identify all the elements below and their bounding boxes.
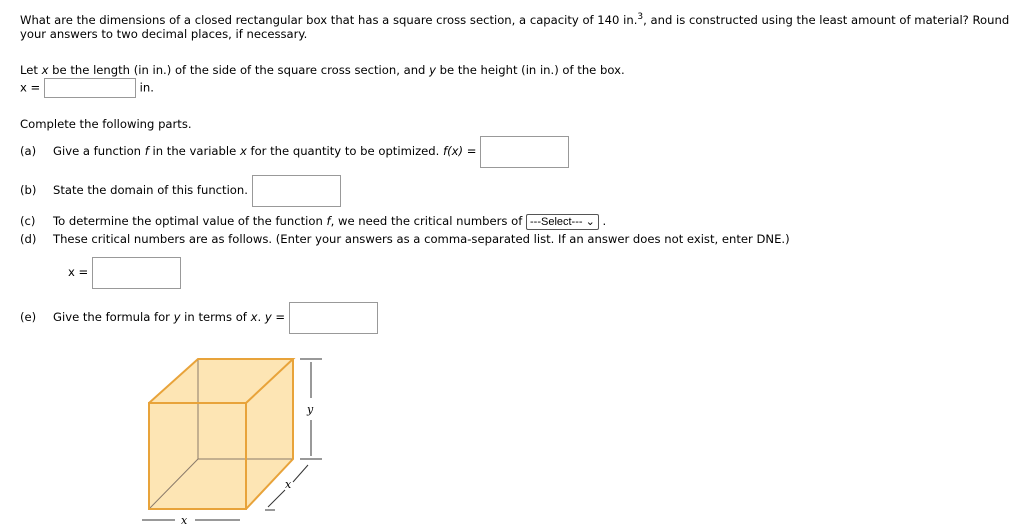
part-a: (a) Give a function f in the variable x for the quantity to be optimized. f(x) =: [20, 135, 569, 168]
label-y: y: [307, 403, 314, 416]
variable-definition: Let x be the length (in in.) of the side of the square cross section, and y be the height (in in.) of the box.: [20, 63, 625, 77]
complete-heading: Complete the following parts.: [20, 117, 192, 131]
critical-select[interactable]: ---Select--- ⌄: [526, 214, 599, 230]
part-b: (b) State the domain of this function.: [20, 174, 341, 207]
question-text-2: your answers to two decimal places, if necessary.: [20, 27, 308, 41]
chevron-down-icon: ⌄: [585, 215, 595, 228]
part-e: (e) Give the formula for y in terms of x. y =: [20, 301, 378, 334]
label-x-side: x: [285, 478, 292, 491]
label-x-front: x: [181, 514, 188, 524]
part-c: (c) To determine the optimal value of the function f, we need the critical numbers of ---Select--- ⌄ .: [20, 214, 607, 228]
box-drawing: [149, 359, 293, 509]
part-d: (d) These critical numbers are as follows. (Enter your answers as a comma-separated list. If an answer does not exist, enter DNE.): [20, 232, 790, 246]
critical-row: x =: [68, 256, 181, 289]
question-text: What are the dimensions of a closed rectangular box that has a square cross section, a capacity of 140 in.$^3$, and is constructed using the least amount of material? Round: [20, 12, 1010, 27]
x-answer-row: x = in.: [20, 78, 154, 98]
